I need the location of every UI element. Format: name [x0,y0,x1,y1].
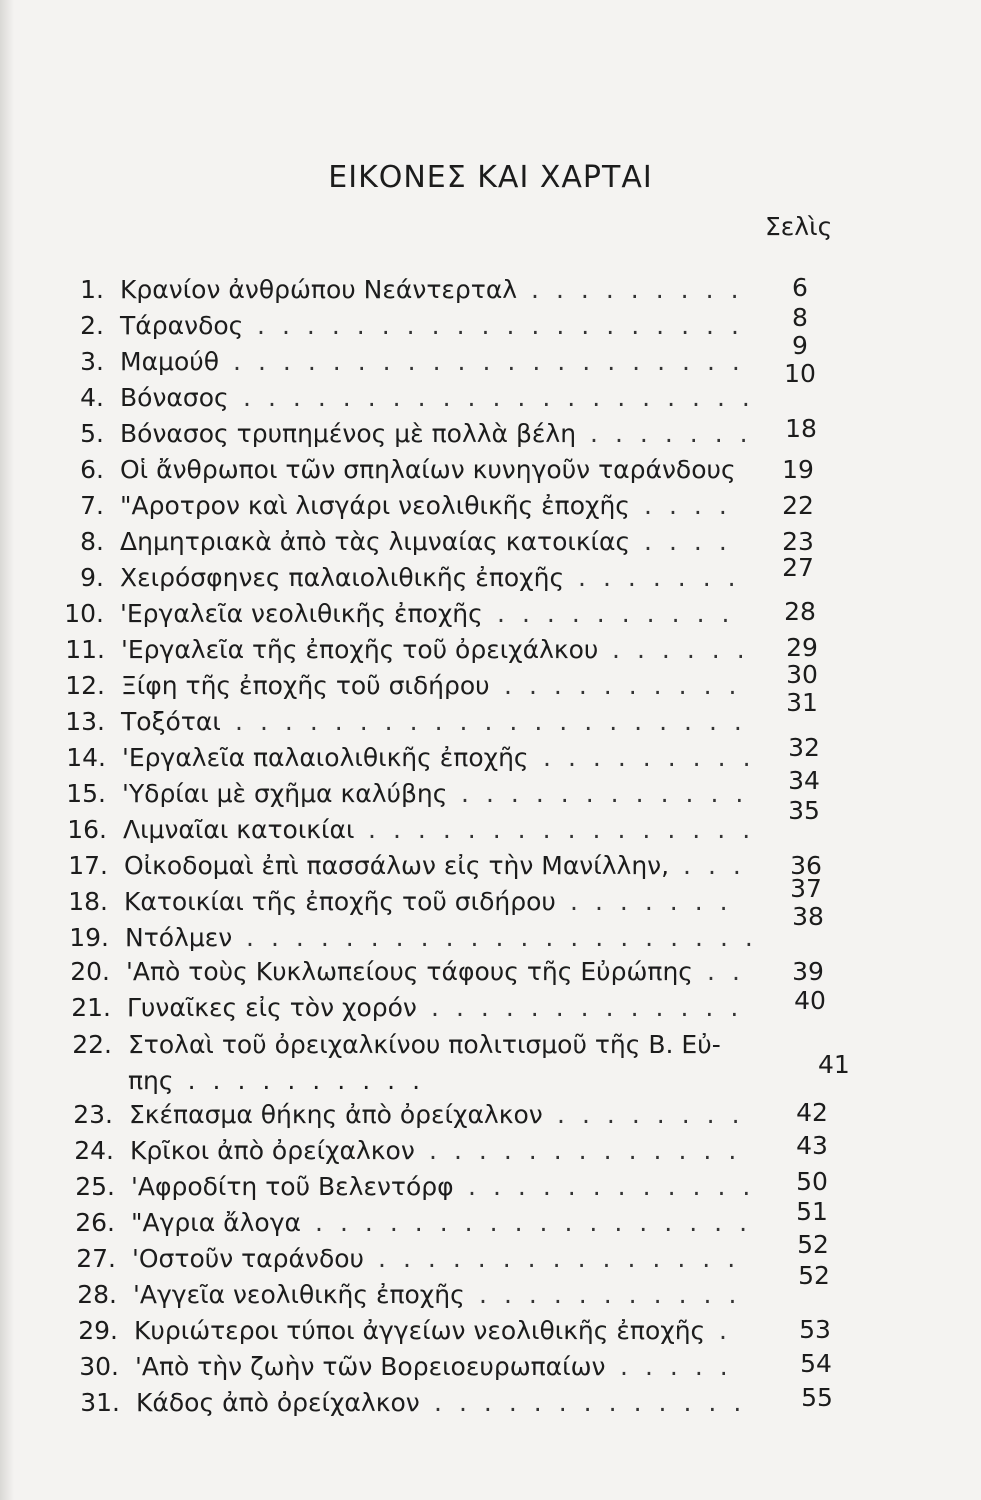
entry-number: 6. [80,455,104,484]
entry-number: 1. [80,275,104,304]
leader-dots: ............. [429,1136,754,1165]
leader-dots: .......... [187,1066,438,1095]
leader-dots: .......... [497,599,747,628]
entry-title: "Αροτρον καὶ λισγάρι νεολιθικῆς ἐποχῆς [120,491,630,520]
entry-page-number: 31 [786,688,818,717]
page-edge-shadow [0,0,14,1500]
entry-number: 4. [80,383,104,412]
entry-title: 'Εργαλεῖα παλαιολιθικῆς ἐποχῆς [122,743,529,772]
page-title: ΕΙΚΟΝΕΣ ΚΑΙ ΧΑΡΤΑΙ [328,160,653,196]
leader-dots: ............. [434,1388,759,1417]
entry-title: Οἰκοδομαὶ ἐπὶ πασσάλων εἰς τὴν Μανίλλην, [124,851,670,880]
entry-page-number: 22 [782,491,814,520]
list-item [59,986,959,1025]
leader-dots: ............ [461,779,761,808]
entry-number: 15. [66,779,106,808]
entry-page-number: 34 [788,765,820,795]
list-item [67,1350,967,1384]
leader-dots: ........ [557,1100,757,1129]
entry-title: 'Απὸ τὴν ζωὴν τῶν Βορειοευρωπαίων [135,1352,606,1381]
entry-number: 14. [66,743,106,772]
entry-page-number: 19 [782,455,814,484]
entry-title: 'Αγγεῖα νεολιθικῆς ἐποχῆς [133,1280,465,1309]
entry-title: Μαμούθ [120,347,220,376]
page-column-label: Σελὶς [765,212,833,241]
leader-dots: .... [644,491,744,520]
entry-number: 27. [76,1244,116,1273]
entry-page-number: 43 [796,1131,828,1160]
entry-title: 'Οστοῦν ταράνδου [132,1244,365,1273]
leader-dots: . [719,1316,744,1345]
entry-title: Τάρανδος [120,311,244,340]
leader-dots: .................. [315,1208,765,1237]
leader-dots: ..................... [246,923,770,952]
entry-number: 25. [75,1172,115,1201]
entry-number: 5. [80,419,104,448]
entry-page-number: 35 [788,796,820,825]
leader-dots: ...... [612,635,762,664]
entry-page-number: 52 [797,1229,829,1259]
leader-dots: ......... [531,275,756,304]
entry-page-number: 38 [792,901,824,931]
list-item [52,489,952,523]
list-item [52,597,952,631]
entry-title: Τοξόται [121,707,221,736]
entry-page-number: 53 [799,1315,831,1344]
entry-title: 'Εργαλεῖα νεολιθικῆς ἐποχῆς [120,599,483,628]
entry-page-number: 41 [818,1050,850,1079]
leader-dots: ......... [543,743,768,772]
entry-number: 24. [74,1136,114,1165]
entry-number: 23. [73,1100,113,1129]
list-item [65,1260,965,1312]
entry-number: 8. [80,527,104,556]
entry-number: 16. [67,815,107,844]
entry-page-number: 37 [790,874,822,903]
entry-page-number: 55 [801,1383,833,1412]
entry-number: 11. [65,635,105,664]
entry-number: 31. [80,1388,120,1417]
leader-dots: ............ [468,1172,768,1201]
list-item [52,413,952,451]
list-item [55,796,955,847]
leader-dots: ................ [368,815,768,844]
entry-title: Σκέπασμα θήκης ἀπὸ ὀρείχαλκον [129,1100,543,1129]
leader-dots: .................... [257,311,756,340]
leader-dots: ..................... [233,347,757,376]
leader-dots: .. [707,957,757,986]
entry-number: 3. [80,347,104,376]
list-item [68,1383,968,1420]
leader-dots: ........... [479,1280,754,1309]
list-item [62,1131,962,1168]
entry-title: 'Εργαλεῖα τῆς ἐποχῆς τοῦ ὀρειχάλκου [121,635,599,664]
entry-number: 12. [65,671,105,700]
leader-dots: ..... [620,1352,745,1381]
entry-page-number: 51 [796,1197,828,1226]
entry-page-number: 42 [796,1097,828,1127]
list-item [61,1098,961,1132]
entry-number: 13. [65,707,105,736]
entry-title: Οἱ ἄνθρωποι τῶν σπηλαίων κυνηγοῦν ταράνδους [120,455,736,484]
entry-page-number: 36 [790,851,822,880]
leader-dots: ............. [431,993,756,1022]
entry-title: Λιμναῖαι κατοικίαι [123,815,355,844]
entry-page-number: 6 [792,273,808,302]
entry-page-number: 27 [782,553,814,582]
list-item [52,553,952,595]
leader-dots: ....... [590,419,765,448]
entry-number: 19. [69,923,109,952]
entry-page-number: 52 [798,1260,830,1290]
entry-number: 2. [80,311,104,340]
leader-dots: ....... [578,563,753,592]
entry-title: 'Αφροδίτη τοῦ Βελεντόρφ [131,1172,454,1201]
leader-dots: ..................... [243,383,767,412]
entry-page-number: 40 [794,986,826,1015]
entry-number: 20. [70,957,110,986]
entry-page-number: 30 [786,659,818,689]
entry-page-number: 8 [792,303,808,332]
entry-number: 29. [78,1316,118,1345]
entry-page-number: 39 [792,957,824,986]
entry-title: "Αγρια ἄλογα [131,1208,301,1237]
entry-page-number: 9 [792,331,808,360]
entry-title: Κρῖκοι ἀπὸ ὀρείχαλκον [130,1136,415,1165]
entry-title: 'Υδρίαι μὲ σχῆμα καλύβης [122,779,448,808]
entry-continuation [128,1064,437,1098]
entry-page-number: 50 [796,1166,828,1196]
entry-number: 17. [68,851,108,880]
entry-number: 22. [72,1030,112,1059]
entry-number: 9. [80,563,104,592]
entry-title: Βόνασος τρυπημένος μὲ πολλὰ βέλη [120,419,577,448]
leader-dots: ............... [378,1244,753,1273]
entry-title: Δημητριακὰ ἀπὸ τὰς λιμναίας κατοικίας [120,527,631,556]
entry-page-number: 29 [786,632,818,662]
continuation-text: πης [128,1066,174,1095]
entry-page-number: 28 [784,596,816,626]
leader-dots: ... [683,851,758,880]
leader-dots: ....... [570,887,745,916]
entry-page-number: 32 [788,733,820,762]
entry-title: Κυριώτεροι τύποι ἀγγείων νεολιθικῆς ἐποχῆς [134,1316,706,1345]
entry-page-number: 18 [785,413,817,443]
entry-number: 7. [80,491,104,520]
entry-page-number: 10 [784,359,816,388]
entry-page-number: 54 [800,1348,832,1378]
entry-number: 18. [68,887,108,916]
entry-number: 28. [77,1280,117,1309]
leader-dots: ..................... [235,707,759,736]
entry-number: 21. [71,993,111,1022]
leader-dots: .......... [504,671,754,700]
entry-title: Ντόλμεν [125,923,233,952]
entry-title: Ξίφη τῆς ἐποχῆς τοῦ σιδήρου [121,671,490,700]
entry-title: Κρανίον ἀνθρώπου Νεάντερταλ [120,275,518,304]
entry-page-number: 23 [782,527,814,556]
entry-title: Κατοικίαι τῆς ἐποχῆς τοῦ σιδήρου [124,887,556,916]
entry-title: Στολαὶ τοῦ ὀρειχαλκίνου πολιτισμοῦ τῆς Β. Εὐ- [128,1030,721,1059]
entry-title: Χειρόσφηνες παλαιολιθικῆς ἐποχῆς [120,563,565,592]
leader-dots: .... [644,527,744,556]
entry-number: 10. [64,599,104,628]
entry-title: Γυναῖκες εἰς τὸν χορόν [127,993,417,1022]
list-item [66,1314,966,1348]
entry-number: 30. [79,1352,119,1381]
entry-title: Βόνασος [120,383,229,412]
entry-title: 'Απὸ τοὺς Κυκλωπείους τάφους τῆς Εὐρώπης [126,957,693,986]
list-item [52,453,952,487]
entry-number: 26. [75,1208,115,1237]
entry-title: Κάδος ἀπὸ ὀρείχαλκον [136,1388,420,1417]
